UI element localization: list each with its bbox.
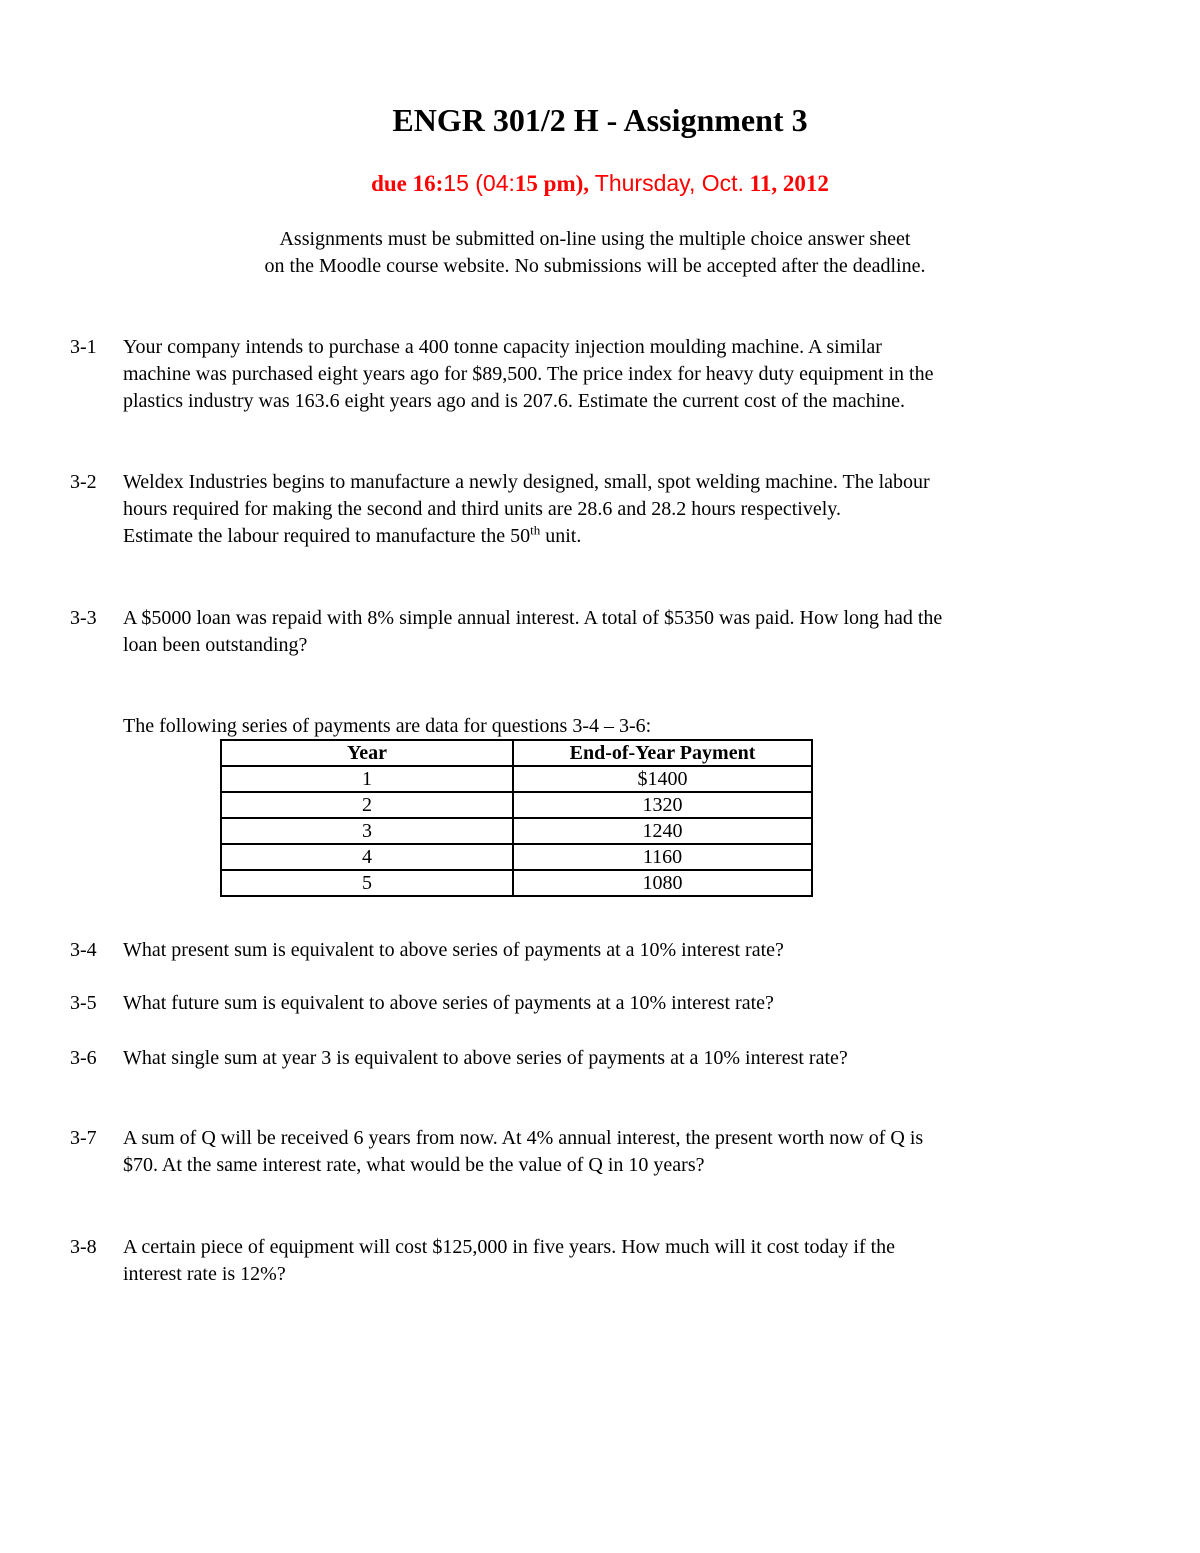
table-row — [221, 766, 812, 792]
question-line-text: unit. — [540, 525, 582, 547]
question-number: 3-1 — [70, 336, 97, 358]
due-prefix: due 16: — [371, 171, 444, 196]
year-cell: 1 — [221, 766, 513, 792]
due-separator: ), — [575, 171, 595, 196]
ordinal-superscript: th — [530, 522, 541, 538]
table-row — [221, 818, 812, 844]
question-line: loan been outstanding? — [123, 634, 308, 656]
question-number: 3-8 — [70, 1236, 97, 1258]
question-line: A sum of Q will be received 6 years from now. At 4% annual interest, the present worth now of Q is — [123, 1127, 924, 1149]
question-line: machine was purchased eight years ago for $89,500. The price index for heavy duty equipment in the — [123, 363, 934, 385]
question-line: interest rate is 12%? — [123, 1263, 286, 1285]
column-header-payment: End-of-Year Payment — [513, 740, 812, 766]
question-line: $70. At the same interest rate, what would be the value of Q in 10 years? — [123, 1154, 705, 1176]
payment-cell: 1080 — [513, 870, 812, 896]
payment-cell: $1400 — [513, 766, 812, 792]
year-cell: 4 — [221, 844, 513, 870]
question-text — [123, 605, 1123, 659]
question-text — [123, 1125, 1123, 1179]
question-text — [123, 937, 1123, 964]
due-time-pm: 15 pm — [514, 171, 576, 196]
due-time: 15 (04: — [443, 170, 515, 196]
question-text — [123, 1234, 1123, 1288]
question-line: Your company intends to purchase a 400 tonne capacity injection moulding machine. A similar — [123, 336, 882, 358]
payment-cell: 1160 — [513, 844, 812, 870]
question-text — [123, 469, 1123, 550]
table-row — [221, 870, 812, 896]
question-number: 3-6 — [70, 1047, 97, 1069]
table-header-row — [221, 740, 812, 766]
question-line: A certain piece of equipment will cost $125,000 in five years. How much will it cost today if the — [123, 1236, 896, 1258]
question-line: What present sum is equivalent to above series of payments at a 10% interest rate? — [123, 939, 784, 961]
question-number: 3-2 — [70, 471, 97, 493]
payments-table — [220, 739, 813, 897]
year-cell: 5 — [221, 870, 513, 896]
notice-line-1: Assignments must be submitted on-line using the multiple choice answer sheet — [279, 228, 911, 250]
notice-line-2: on the Moodle course website. No submissions will be accepted after the deadline. — [264, 255, 926, 277]
question-number: 3-5 — [70, 992, 97, 1014]
question-text — [123, 334, 1123, 415]
question-line: A $5000 loan was repaid with 8% simple annual interest. A total of $5350 was paid. How long had the — [123, 607, 943, 629]
payment-cell: 1240 — [513, 818, 812, 844]
table-row — [221, 844, 812, 870]
question-line-text: Estimate the labour required to manufacture the 50 — [123, 525, 531, 547]
question-text — [123, 990, 1123, 1017]
question-line: plastics industry was 163.6 eight years ago and is 207.6. Estimate the current cost of the machine. — [123, 390, 906, 412]
question-line: Weldex Industries begins to manufacture a newly designed, small, spot welding machine. The labour — [123, 471, 930, 493]
column-header-year: Year — [221, 740, 513, 766]
due-weekday: Thursday, Oct. — [594, 170, 744, 196]
due-date — [0, 165, 1200, 202]
question-number: 3-3 — [70, 607, 97, 629]
question-text — [123, 1045, 1123, 1072]
year-cell: 3 — [221, 818, 513, 844]
page-title: ENGR 301/2 H - Assignment 3 — [392, 102, 808, 138]
question-line: What future sum is equivalent to above series of payments at a 10% interest rate? — [123, 992, 774, 1014]
question-line — [123, 523, 1123, 550]
question-line: What single sum at year 3 is equivalent to above series of payments at a 10% interest rate? — [123, 1047, 848, 1069]
table-intro: The following series of payments are data for questions 3-4 – 3-6: — [123, 715, 652, 737]
due-day-year: 11, 2012 — [743, 171, 829, 196]
question-number: 3-4 — [70, 939, 97, 961]
payment-cell: 1320 — [513, 792, 812, 818]
question-number: 3-7 — [70, 1127, 97, 1149]
year-cell: 2 — [221, 792, 513, 818]
question-line: hours required for making the second and third units are 28.6 and 28.2 hours respectively. — [123, 498, 841, 520]
submission-notice — [0, 226, 1190, 280]
table-row — [221, 792, 812, 818]
